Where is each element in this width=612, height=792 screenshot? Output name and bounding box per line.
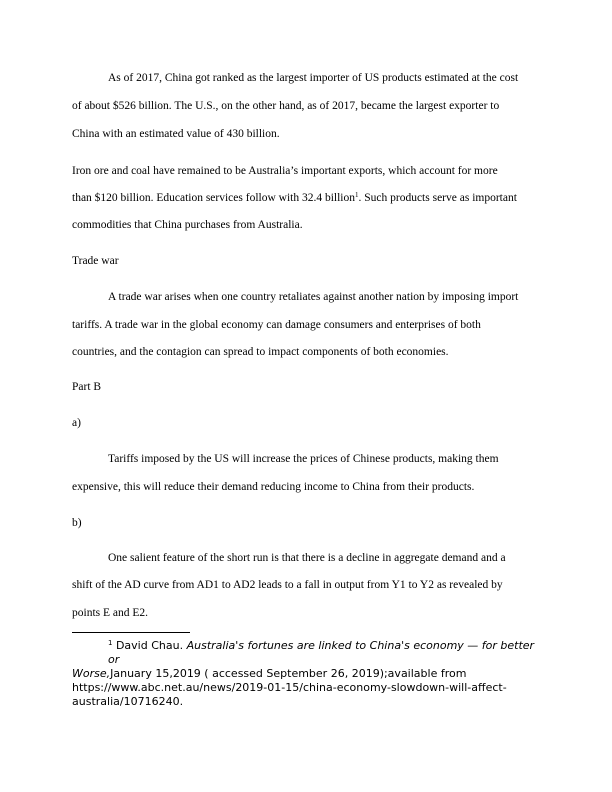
section-heading-trade-war: Trade war [72,255,119,267]
footnote-date: January 15,2019 ( accessed September 26, 2019);available from [110,667,467,680]
paragraph-line: commodities that China purchases from Australia. [72,219,303,231]
paragraph-line: shift of the AD curve from AD1 to AD2 leads to a fall in output from Y1 to Y2 as revealed by [72,579,503,591]
paragraph-line: Tariffs imposed by the US will increase the prices of Chinese products, making them [108,453,499,465]
footnote-author: David Chau. [112,639,187,652]
paragraph-line: One salient feature of the short run is that there is a decline in aggregate demand and a [108,552,506,564]
footnote-title-end: Worse, [72,667,111,680]
footnote-line [108,639,534,652]
footnote-reference[interactable]: 1 [355,191,359,199]
footnote-title-continued: or [108,653,120,666]
paragraph-line: A trade war arises when one country retaliates against another nation by imposing import [108,291,519,303]
footnote-url[interactable]: https://www.abc.net.au/news/2019-01-15/china-economy-slowdown-will-affect- [72,681,507,694]
list-label-a: a) [72,417,81,429]
footnote-number: 1 [108,639,113,647]
footnote-line [72,667,466,680]
footnote-url-continued[interactable]: australia/10716240. [72,695,184,708]
paragraph-line: China with an estimated value of 430 billion. [72,128,280,140]
paragraph-line-with-footnote-ref [72,191,552,205]
text-span: . Such products serve as important [358,192,517,204]
paragraph-line: countries, and the contagion can spread to impact components of both economies. [72,346,449,358]
paragraph-line: expensive, this will reduce their demand reducing income to China from their products. [72,481,475,493]
footnote-title: Australia's fortunes are linked to China's economy — for better [186,639,535,652]
paragraph-line: tariffs. A trade war in the global economy can damage consumers and enterprises of both [72,319,481,331]
text-span: than $120 billion. Education services follow with 32.4 billion [72,192,355,204]
paragraph-line: Iron ore and coal have remained to be Australia’s important exports, which account for more [72,165,498,177]
footnote-separator [72,632,190,633]
section-heading-part-b: Part B [72,381,102,393]
paragraph-line: As of 2017, China got ranked as the largest importer of US products estimated at the cost [108,72,519,84]
paragraph-line: points E and E2. [72,607,149,619]
paragraph-line: of about $526 billion. The U.S., on the other hand, as of 2017, became the largest exporter to [72,100,500,112]
list-label-b: b) [72,517,82,529]
